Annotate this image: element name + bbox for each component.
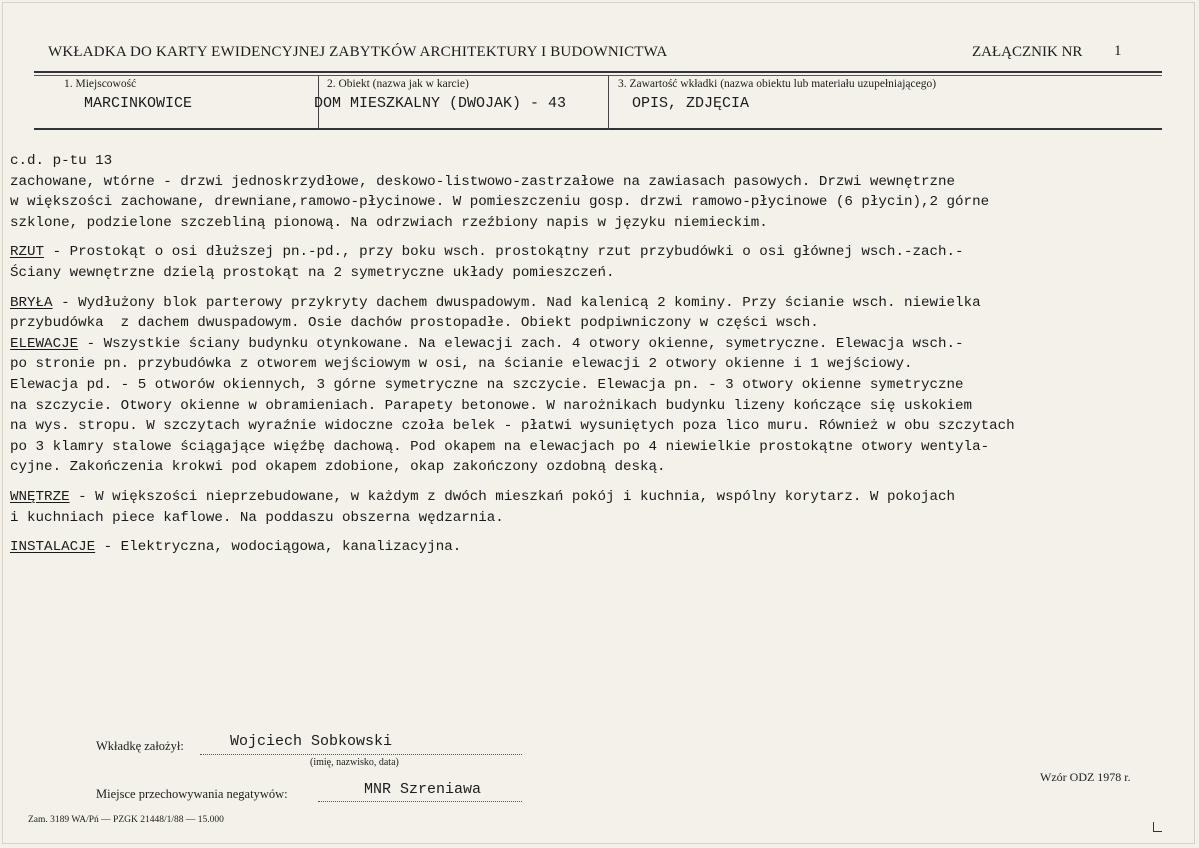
author-value: Wojciech Sobkowski: [230, 733, 393, 750]
form-title: WKŁADKA DO KARTY EWIDENCYJNEJ ZABYTKÓW ARCHITEKTURY I BUDOWNICTWA: [48, 44, 668, 60]
text-line: po stronie pn. przybudówka z otworem wejściowym w osi, na ścianie elewacji 2 otwory okienne i 1 wejściowy.: [10, 356, 913, 373]
corner-mark: [1153, 831, 1162, 832]
section-heading-instalacje: INSTALACJE: [10, 539, 96, 556]
text-line: Elewacja pd. - 5 otworów okiennych, 3 górne symetryczne na szczycie. Elewacja pn. - 3 otwory okienne symetryczne: [10, 376, 964, 393]
text-line: - Wszystkie ściany budynku otynkowane. Na elewacji zach. 4 otwory okienne, symetryczne. Elewacja wsch.-: [78, 335, 964, 352]
field-location-value: MARCINKOWICE: [84, 95, 193, 112]
text-line: c.d. p-tu 13: [10, 153, 113, 169]
text-line: cyjne. Zakończenia krokwi pod okapem zdobione, okap zakończony ozdobną deską.: [10, 459, 666, 476]
section-rzut: [10, 242, 1195, 263]
text-line: - Wydłużony blok parterowy przykryty dachem dwuspadowym. Nad kalenicą 2 kominy. Przy ścianie wsch. niewielka: [52, 294, 981, 311]
description-body: [10, 151, 1195, 558]
storage-dotted-line: [318, 801, 522, 802]
text-line: po 3 klamry stalowe ściągające więźbę dachową. Pod okapem na elewacjach po 4 niewielkie prostokątne otwory wentyla-: [10, 438, 990, 455]
storage-value: MNR Szreniawa: [364, 781, 482, 798]
text-line: zachowane, wtórne - drzwi jednoskrzydłowe, deskowo-listwowo-zastrzałowe na zawiasach pasowych. Drzwi wewnętrzne: [10, 173, 956, 190]
section-bryla: [10, 293, 1195, 314]
section-heading-rzut: RZUT: [10, 244, 45, 261]
annex-label: ZAŁĄCZNIK NR: [972, 44, 1083, 60]
text-line: w większości zachowane, drewniane,ramowo-płycinowe. W pomieszczeniu gosp. drzwi ramowo-płycinowe (6 płycin),2 górne: [10, 194, 990, 211]
author-dotted-line: [200, 754, 522, 755]
text-line: na wys. stropu. W szczytach wyraźnie widoczne czoła belek - płatwi wysuniętych poza lico muru. Również w obu szczytach: [10, 418, 1015, 435]
field-divider-2: [608, 75, 609, 129]
print-info: Zam. 3189 WA/Pń — PZGK 21448/1/88 — 15.000: [28, 815, 224, 825]
section-wnetrze: [10, 487, 1195, 508]
annex-number: 1: [1114, 43, 1122, 59]
author-hint: (imię, nazwisko, data): [310, 757, 399, 768]
section-elewacje: [10, 334, 1195, 355]
text-line: - Elektryczna, wodociągowa, kanalizacyjna.: [95, 539, 462, 556]
field-object-value: DOM MIESZKALNY (DWOJAK) - 43: [314, 95, 567, 112]
text-line: przybudówka z dachem dwuspadowym. Osie dachów prostopadłe. Obiekt podpiwniczony w części wsch.: [10, 315, 819, 332]
text-line: Ściany wewnętrzne dzielą prostokąt na 2 symetryczne układy pomieszczeń.: [10, 264, 615, 281]
text-line: - W większości nieprzebudowane, w każdym z dwóch mieszkań pokój i kuchnia, wspólny korytarz. W pokojach: [69, 488, 956, 505]
text-line: - Prostokąt o osi dłuższej pn.-pd., przy boku wsch. prostokątny rzut przybudówki o osi głównej wsch.-zach.-: [44, 244, 964, 261]
section-heading-wnetrze: WNĘTRZE: [10, 488, 70, 505]
header-rule: [34, 71, 1162, 73]
field-content-label: 3. Zawartość wkładki (nazwa obiektu lub materiału uzupełniającego): [618, 78, 937, 90]
text-line: szklone, podzielone szczebliną pionową. Na odrzwiach rzeźbiony napis w języku niemieckim.: [10, 214, 768, 231]
storage-label: Miejsce przechowywania negatywów:: [96, 787, 288, 801]
field-object-label: 2. Obiekt (nazwa jak w karcie): [327, 78, 469, 90]
form-number: Wzór ODZ 1978 r.: [1040, 770, 1131, 784]
fields-bottom-rule: [34, 128, 1162, 130]
section-instalacje: [10, 537, 1195, 558]
header-rule-thin: [34, 75, 1162, 76]
section-heading-elewacje: ELEWACJE: [10, 335, 79, 352]
section-heading-bryla: BRYŁA: [10, 294, 53, 311]
text-line: i kuchniach piece kaflowe. Na poddaszu obszerna wędzarnia.: [10, 509, 504, 526]
author-label: Wkładkę założył:: [96, 739, 184, 753]
text-line: na szczycie. Otwory okienne w obramieniach. Parapety betonowe. W narożnikach budynku lizeny kończące się uskokiem: [10, 397, 973, 414]
field-location-label: 1. Miejscowość: [64, 78, 137, 90]
field-content-value: OPIS, ZDJĘCIA: [632, 95, 750, 112]
